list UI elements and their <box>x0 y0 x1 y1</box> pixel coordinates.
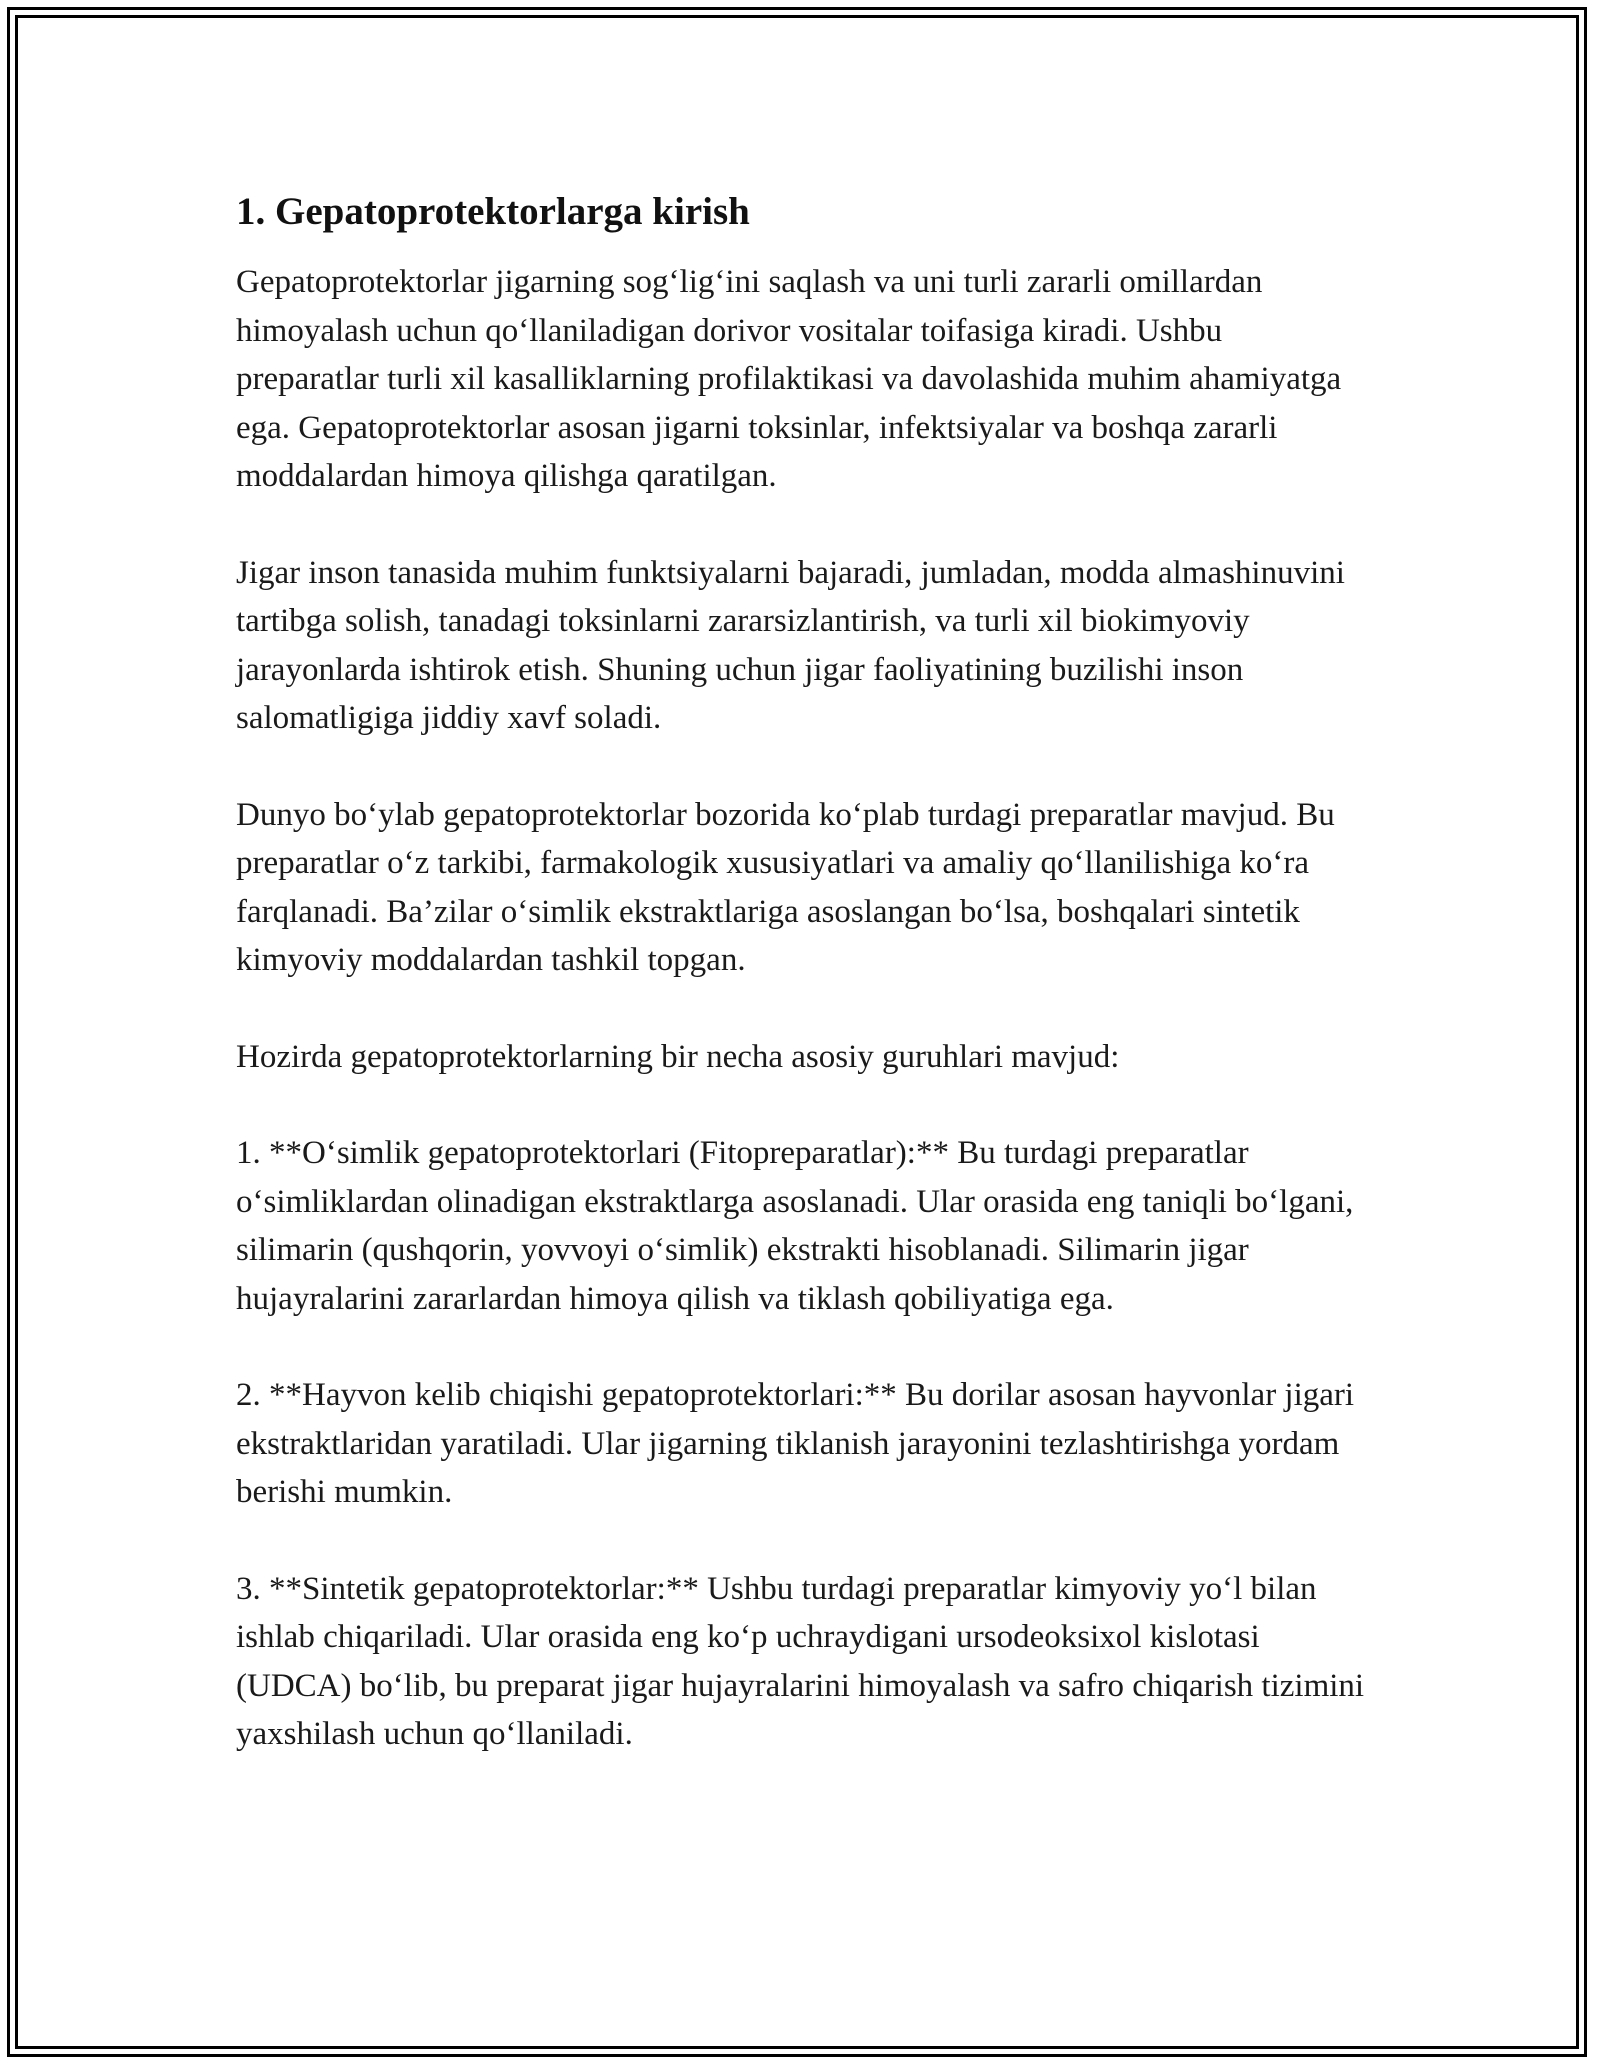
section-heading: 1. Gepatoprotektorlarga kirish <box>236 190 750 233</box>
paragraph-groups-intro: Hozirda gepatoprotektorlarning bir necha asosiy guruhlari mavjud: <box>236 1038 1120 1075</box>
list-item-animal: 2. **Hayvon kelib chiqishi gepatoprotektorlari:** Bu dorilar asosan hayvonlar jigari ekstraktlaridan yaratiladi. Ular jigarning tiklanish jarayonini tezlashtirishga yordam berishi mumkin. <box>236 1377 1355 1510</box>
document-body <box>236 186 1372 1807</box>
paragraph-intro: Gepatoprotektorlar jigarning sog‘lig‘ini saqlash va uni turli zararli omillardan himoyalash uchun qo‘llaniladigan dorivor vositalar toifasiga kiradi. Ushbu preparatlar turli xil kasalliklarning profilaktikasi va davolashida muhim ahamiyatga ega. Gepatoprotektorlar asosan jigarni toksinlar, infektsiyalar va boshqa zararli moddalardan himoya qilishga qaratilgan. <box>236 264 1342 494</box>
list-item-synthetic: 3. **Sintetik gepatoprotektorlar:** Ushbu turdagi preparatlar kimyoviy yo‘l bilan ishlab chiqariladi. Ular orasida eng ko‘p uchraydigani ursodeoksixol kislotasi (UDCA) bo‘lib, bu preparat jigar hujayralarini himoyalash va safro chiqarish tizimini yaxshilash uchun qo‘llaniladi. <box>236 1570 1365 1752</box>
paragraph-liver-function: Jigar inson tanasida muhim funktsiyalarni bajaradi, jumladan, modda almashinuvini tartibga solish, tanadagi toksinlarni zararsizlantirish, va turli xil biokimyoviy jarayonlarda ishtirok etish. Shuning uchun jigar faoliyatining buzilishi inson salomatligiga jiddiy xavf soladi. <box>236 554 1345 736</box>
list-item-plant: 1. **O‘simlik gepatoprotektorlari (Fitopreparatlar):** Bu turdagi preparatlar o‘simliklardan olinadigan ekstraktlarga asoslanadi. Ular orasida eng taniqli bo‘lgani, silimarin (qushqorin, yovvoyi o‘simlik) ekstrakti hisoblanadi. Silimarin jigar hujayralarini zararlardan himoya qilish va tiklash qobiliyatiga ega. <box>236 1135 1354 1317</box>
paragraph-market: Dunyo bo‘ylab gepatoprotektorlar bozorida ko‘plab turdagi preparatlar mavjud. Bu preparatlar o‘z tarkibi, farmakologik xususiyatlari va amaliy qo‘llanilishiga ko‘ra farqlanadi. Ba’zilar o‘simlik ekstraktlariga asoslangan bo‘lsa, boshqalari sintetik kimyoviy moddalardan tashkil topgan. <box>236 796 1335 978</box>
